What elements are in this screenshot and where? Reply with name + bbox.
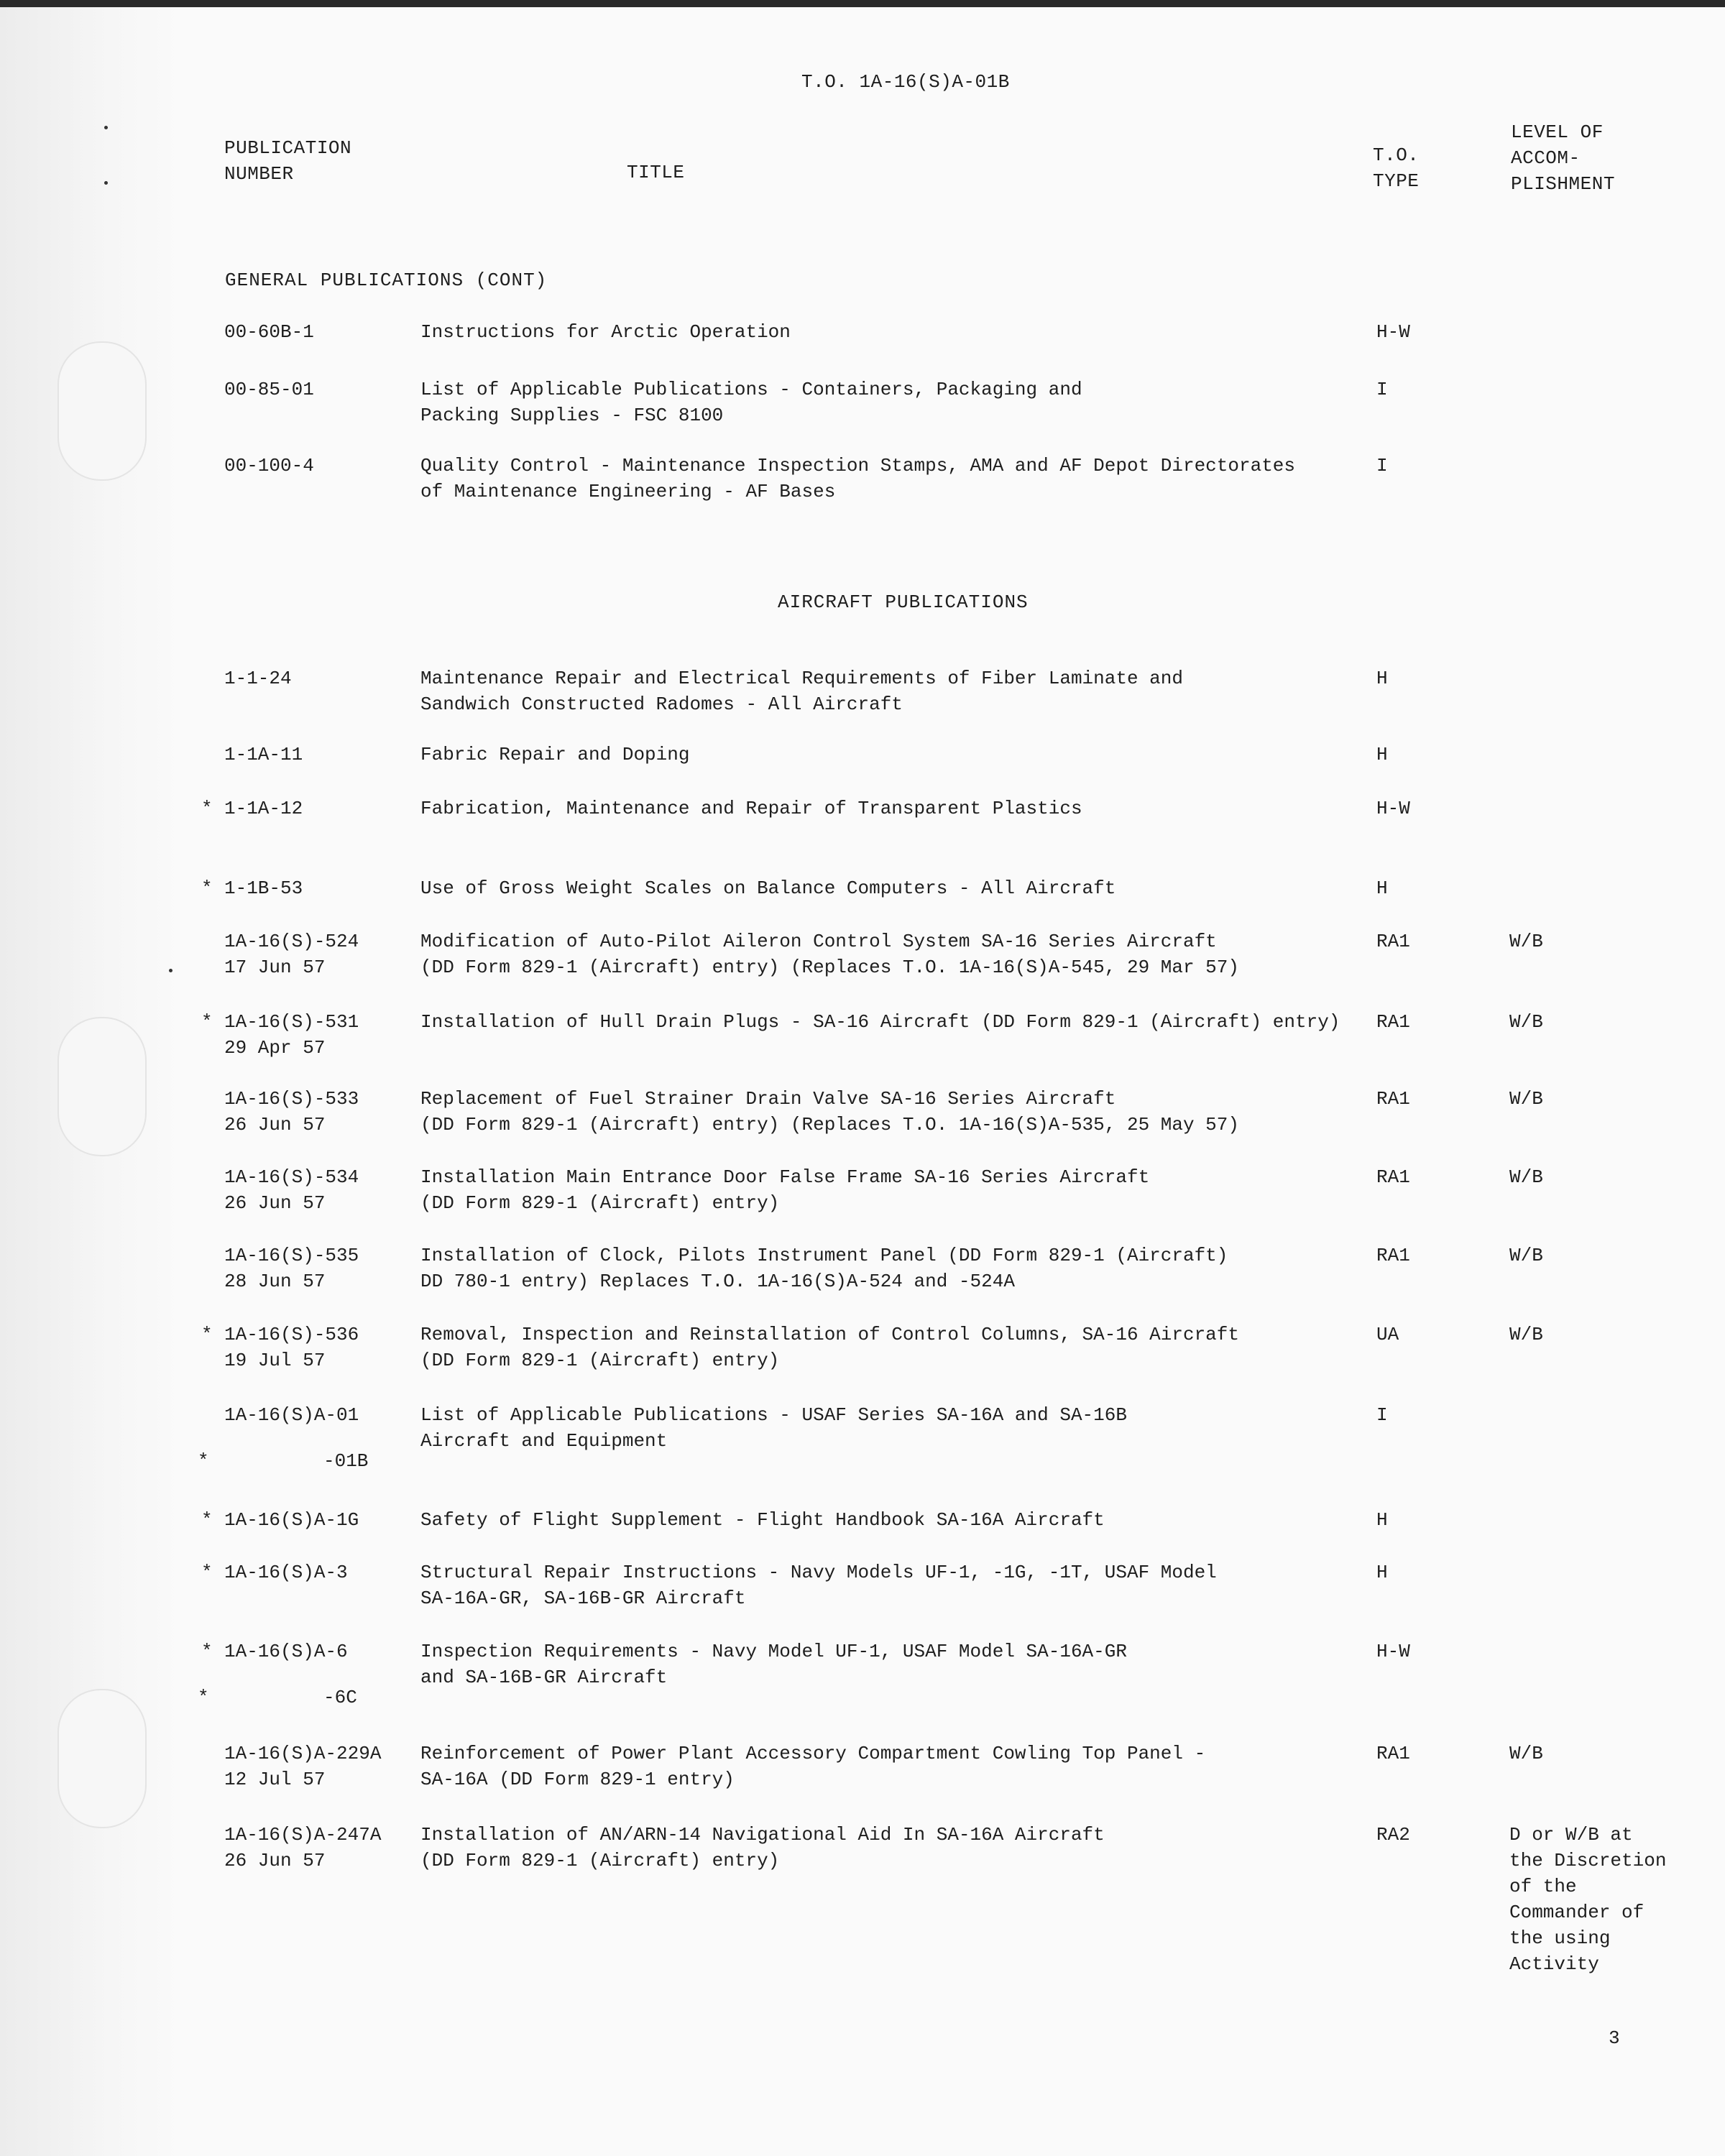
to-type: H-W [1376, 798, 1410, 819]
table-row [0, 1164, 1725, 1222]
to-type: RA1 [1376, 1166, 1410, 1188]
to-type: UA [1376, 1324, 1399, 1345]
to-type: RA1 [1376, 1011, 1410, 1033]
publication-number: 1-1B-53 [224, 877, 303, 899]
table-row [0, 875, 1725, 933]
table-row [0, 1822, 1725, 1975]
publication-number: 1A-16(S)A-247A 26 Jun 57 [224, 1824, 382, 1871]
publication-number: 1A-16(S)-534 26 Jun 57 [224, 1166, 359, 1214]
publication-number: 1A-16(S)A-01 [224, 1404, 359, 1426]
publication-title: Maintenance Repair and Electrical Requirements of Fiber Laminate and Sandwich Constructed Radomes - All Aircraft [420, 668, 1183, 715]
revision-marker: * [198, 1450, 209, 1472]
publication-title: Inspection Requirements - Navy Model UF-1, USAF Model SA-16A-GR and SA-16B-GR Aircraft [420, 1641, 1127, 1688]
publication-title: Modification of Auto-Pilot Aileron Control System SA-16 Series Aircraft (DD Form 829-1 (Aircraft) entry) (Replaces T.O. 1A-16(S)A-545, 29 Mar 57) [420, 931, 1239, 978]
sub-publication-number: -6C [323, 1687, 357, 1708]
publication-number: 1A-16(S)-524 17 Jun 57 [224, 931, 359, 978]
publication-number: 1A-16(S)-536 19 Jul 57 [224, 1324, 359, 1371]
to-type: H [1376, 668, 1388, 689]
level-of-accomplishment: D or W/B at the Discretion of the Commander of the using Activity [1509, 1824, 1667, 1975]
scan-speck [104, 126, 108, 129]
publication-number: 1A-16(S)-531 29 Apr 57 [224, 1011, 359, 1059]
publication-number: 00-60B-1 [224, 321, 314, 343]
to-type: H [1376, 744, 1388, 765]
publication-number: 00-85-01 [224, 379, 314, 400]
level-of-accomplishment: W/B [1509, 1743, 1543, 1764]
revision-marker: * [201, 1011, 213, 1033]
publication-number: 1-1A-11 [224, 744, 303, 765]
revision-marker: * [201, 1562, 213, 1583]
section-heading-aircraft: AIRCRAFT PUBLICATIONS [778, 591, 1029, 613]
publication-number: 1A-16(S)A-6 [224, 1641, 348, 1662]
publication-title: Quality Control - Maintenance Inspection Stamps, AMA and AF Depot Directorates of Maintenance Engineering - AF Bases [420, 455, 1295, 502]
revision-marker: * [201, 1641, 213, 1662]
to-type: RA2 [1376, 1824, 1410, 1846]
table-row [0, 1741, 1725, 1798]
to-type: RA1 [1376, 1743, 1410, 1764]
publication-number: 1A-16(S)A-3 [224, 1562, 348, 1583]
publication-number: 1A-16(S)-535 28 Jun 57 [224, 1245, 359, 1292]
table-row [0, 377, 1725, 434]
publication-title: Removal, Inspection and Reinstallation of Control Columns, SA-16 Aircraft (DD Form 829-1 (Aircraft) entry) [420, 1324, 1239, 1371]
to-type: I [1376, 1404, 1388, 1426]
publication-number: 1A-16(S)A-1G [224, 1509, 359, 1531]
publication-title: Instructions for Arctic Operation [420, 321, 791, 343]
revision-marker: * [201, 877, 213, 899]
level-of-accomplishment: W/B [1509, 1166, 1543, 1188]
level-of-accomplishment: W/B [1509, 1324, 1543, 1345]
level-of-accomplishment: W/B [1509, 931, 1543, 952]
publication-title: Installation Main Entrance Door False Frame SA-16 Series Aircraft (DD Form 829-1 (Aircraft) entry) [420, 1166, 1150, 1214]
table-row [0, 796, 1725, 853]
publication-number: 1-1A-12 [224, 798, 303, 819]
publication-title: Fabric Repair and Doping [420, 744, 690, 765]
to-type: I [1376, 455, 1388, 476]
revision-marker: * [198, 1687, 209, 1708]
publication-title: Installation of Hull Drain Plugs - SA-16 Aircraft (DD Form 829-1 (Aircraft) entry) [420, 1011, 1340, 1033]
level-of-accomplishment: W/B [1509, 1245, 1543, 1266]
revision-marker: * [201, 1324, 213, 1345]
revision-marker: * [201, 1509, 213, 1531]
column-header-to-type: T.O. TYPE [1373, 144, 1420, 192]
publication-title: List of Applicable Publications - Containers, Packaging and Packing Supplies - FSC 8100 [420, 379, 1082, 426]
table-row [0, 1560, 1725, 1617]
table-row [0, 665, 1725, 723]
column-header-title: TITLE [627, 162, 685, 183]
level-of-accomplishment: W/B [1509, 1088, 1543, 1110]
publication-number: 1A-16(S)-533 26 Jun 57 [224, 1088, 359, 1135]
table-row [0, 1243, 1725, 1300]
table-row [0, 929, 1725, 986]
table-row [0, 319, 1725, 377]
table-row [0, 1507, 1725, 1565]
to-type: H [1376, 1562, 1388, 1583]
sub-publication-number: -01B [323, 1450, 369, 1472]
publication-title: Safety of Flight Supplement - Flight Handbook SA-16A Aircraft [420, 1509, 1105, 1531]
to-type: RA1 [1376, 1245, 1410, 1266]
publication-title: Reinforcement of Power Plant Accessory Compartment Cowling Top Panel - SA-16A (DD Form 829-1 entry) [420, 1743, 1206, 1790]
publication-title: Installation of Clock, Pilots Instrument Panel (DD Form 829-1 (Aircraft) DD 780-1 entry) Replaces T.O. 1A-16(S)A-524 and -524A [420, 1245, 1228, 1292]
publication-title: Use of Gross Weight Scales on Balance Computers - All Aircraft [420, 877, 1116, 899]
scan-speck [104, 181, 108, 185]
publication-title: List of Applicable Publications - USAF Series SA-16A and SA-16B Aircraft and Equipment [420, 1404, 1127, 1452]
publication-title: Replacement of Fuel Strainer Drain Valve SA-16 Series Aircraft (DD Form 829-1 (Aircraft) entry) (Replaces T.O. 1A-16(S)A-535, 25 May 57) [420, 1088, 1239, 1135]
publication-number: 1A-16(S)A-229A 12 Jul 57 [224, 1743, 382, 1790]
table-row [0, 1402, 1725, 1472]
to-type: I [1376, 379, 1388, 400]
page-number: 3 [1609, 2027, 1620, 2049]
scan-top-edge [0, 0, 1725, 7]
level-of-accomplishment: W/B [1509, 1011, 1543, 1033]
publication-title: Installation of AN/ARN-14 Navigational Aid In SA-16A Aircraft (DD Form 829-1 (Aircraft) entry) [420, 1824, 1105, 1871]
table-row [0, 453, 1725, 510]
publication-title: Fabrication, Maintenance and Repair of Transparent Plastics [420, 798, 1082, 819]
to-type: H [1376, 1509, 1388, 1531]
to-type: H-W [1376, 321, 1410, 343]
to-type: H [1376, 877, 1388, 899]
table-row [0, 1086, 1725, 1143]
column-header-level: LEVEL OF ACCOM- PLISHMENT [1511, 121, 1615, 195]
column-header-publication-number: PUBLICATION NUMBER [224, 137, 352, 185]
table-row [0, 742, 1725, 799]
publication-number: 1-1-24 [224, 668, 292, 689]
table-row [0, 1322, 1725, 1379]
table-row [0, 1009, 1725, 1067]
section-heading-general: GENERAL PUBLICATIONS (CONT) [225, 270, 548, 291]
publication-title: Structural Repair Instructions - Navy Models UF-1, -1G, -1T, USAF Model SA-16A-GR, SA-16B-GR Aircraft [420, 1562, 1217, 1609]
revision-marker: * [201, 798, 213, 819]
table-row [0, 1639, 1725, 1708]
to-type: H-W [1376, 1641, 1410, 1662]
to-type: RA1 [1376, 1088, 1410, 1110]
publication-number: 00-100-4 [224, 455, 314, 476]
to-type: RA1 [1376, 931, 1410, 952]
document-number: T.O. 1A-16(S)A-01B [801, 71, 1010, 93]
